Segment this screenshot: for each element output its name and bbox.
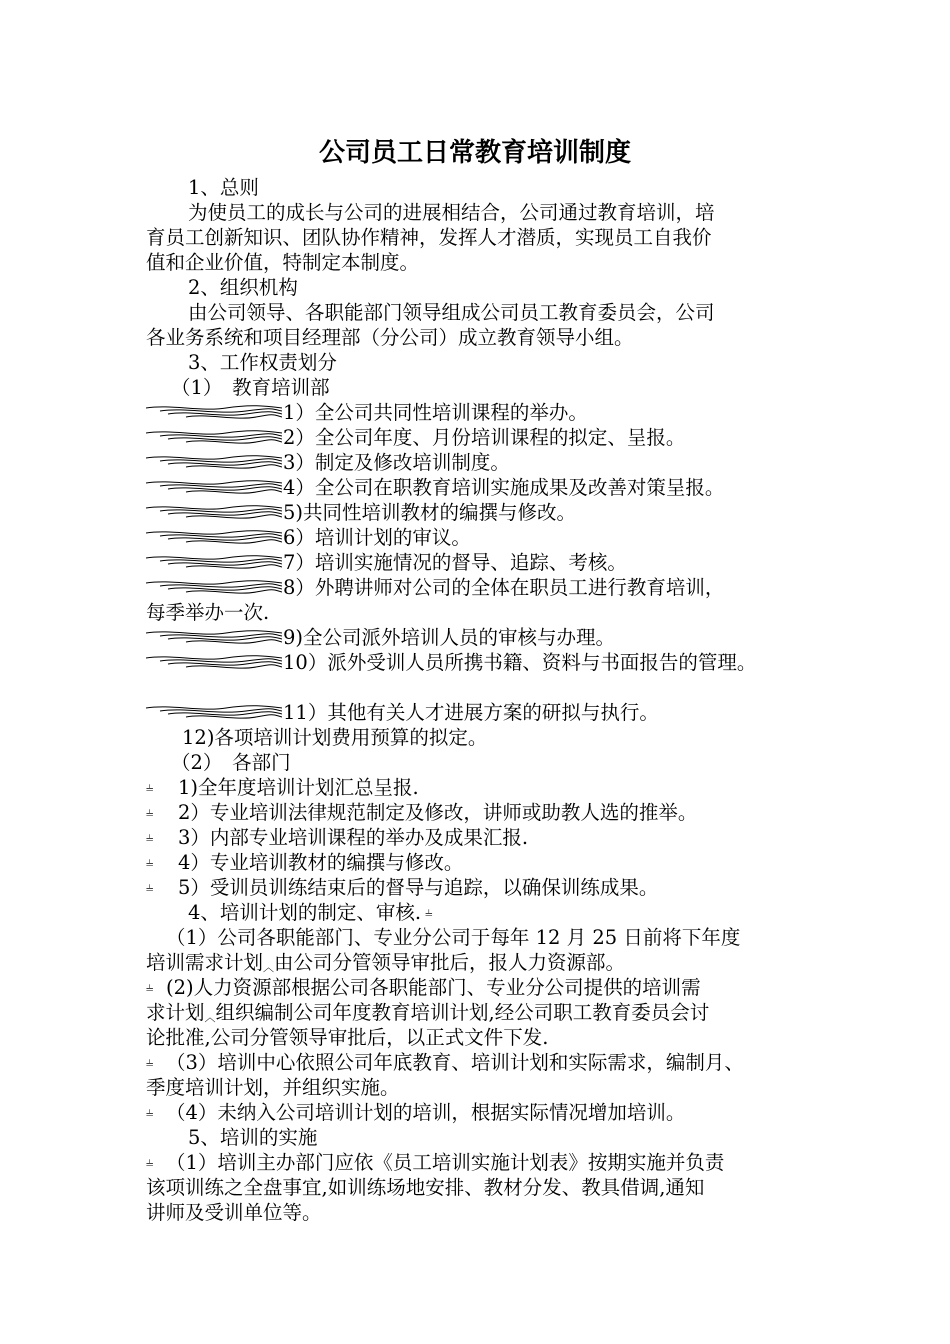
strikethrough-wave-mark <box>146 705 282 719</box>
section-5-heading: 5、培训的实施 <box>188 1126 318 1149</box>
section-4-paragraph-line: (2)人力资源部根据公司各职能部门、专业分公司提供的培训需 <box>166 976 701 999</box>
training-dept-item: 6）培训计划的审议。 <box>283 526 471 549</box>
section-4-paragraph-line: 培训需求计划 <box>146 951 264 974</box>
department-item: 4）专业培训教材的编撰与修改。 <box>178 851 464 874</box>
revision-mark: ⫨ <box>146 1155 154 1170</box>
department-item: 1)全年度培训计划汇总呈报. <box>178 776 419 799</box>
revision-mark: ⫨ <box>425 905 433 920</box>
revision-mark: ⫨ <box>146 780 154 795</box>
section-4-paragraph-line: （1）公司各职能部门、专业分公司于每年 12 月 25 日前将下年度 <box>166 926 741 949</box>
training-dept-item: 2）全公司年度、月份培训课程的拟定、呈报。 <box>283 426 686 449</box>
strikethrough-wave-mark <box>146 630 282 644</box>
section-5-paragraph-line: 讲师及受训单位等。 <box>146 1201 322 1224</box>
department-item: 5）受训员训练结束后的督导与追踪，以确保训练成果。 <box>178 876 659 899</box>
strikethrough-wave-mark <box>146 480 282 494</box>
section-1-heading: 1、总则 <box>188 176 259 199</box>
section-1-paragraph-line: 为使员工的成长与公司的进展相结合，公司通过教育培训，培 <box>188 201 715 224</box>
training-dept-item: 11）其他有关人才进展方案的研拟与执行。 <box>283 701 659 724</box>
document-title: 公司员工日常教育培训制度 <box>318 138 631 168</box>
section-4-paragraph-line: 论批准,公司分管领导审批后，以正式文件下发. <box>146 1026 549 1049</box>
section-2-paragraph-line: 由公司领导、各职能部门领导组成公司员工教育委员会，公司 <box>188 301 715 324</box>
revision-mark: ⫨ <box>146 980 154 995</box>
section-2-paragraph-line: 各业务系统和项目经理部（分公司）成立教育领导小组。 <box>146 326 634 349</box>
revision-mark: ⫨ <box>146 880 154 895</box>
training-dept-item: 5)共同性培训教材的编撰与修改。 <box>283 501 577 524</box>
training-dept-item: 12)各项培训计划费用预算的拟定。 <box>182 726 488 749</box>
section-5-paragraph-line: 该项训练之全盘事宜,如训练场地安排、教材分发、教具借调,通知 <box>146 1176 705 1199</box>
revision-mark: ⫨ <box>146 830 154 845</box>
section-4-paragraph-line: （3）培训中心依照公司年底教育、培训计划和实际需求，编制月、 <box>166 1051 744 1074</box>
strikethrough-wave-mark <box>146 405 282 419</box>
strikethrough-wave-mark <box>146 455 282 469</box>
revision-mark: ⫨ <box>146 1055 154 1070</box>
training-dept-item: 7）培训实施情况的督导、追踪、考核。 <box>283 551 627 574</box>
section-2-heading: 2、组织机构 <box>188 276 298 299</box>
subsection-departments-heading: （2） 各部门 <box>171 751 291 774</box>
subsection-training-dept-heading: （1） 教育培训部 <box>171 376 330 399</box>
strikethrough-wave-mark <box>146 555 282 569</box>
department-item: 2）专业培训法律规范制定及修改，讲师或助教人选的推举。 <box>178 801 698 824</box>
section-4-heading: 4、培训计划的制定、审核. <box>188 901 422 924</box>
caret-mark: ︿ <box>263 961 275 974</box>
training-dept-item: 1）全公司共同性培训课程的举办。 <box>283 401 588 424</box>
department-item: 3）内部专业培训课程的举办及成果汇报. <box>178 826 529 849</box>
revision-mark: ⫨ <box>146 805 154 820</box>
section-4-paragraph-line: 求计划 <box>146 1001 205 1024</box>
training-dept-item: 8）外聘讲师对公司的全体在职员工进行教育培训， <box>283 576 725 599</box>
section-4-paragraph-line: 季度培训计划，并组织实施。 <box>146 1076 400 1099</box>
section-1-paragraph-line: 值和企业价值，特制定本制度。 <box>146 251 420 274</box>
revision-mark: ⫨ <box>146 1105 154 1120</box>
section-5-paragraph-line: （1）培训主办部门应依《员工培训实施计划表》按期实施并负责 <box>166 1151 725 1174</box>
section-3-heading: 3、工作权责划分 <box>188 351 337 374</box>
strikethrough-wave-mark <box>146 655 282 669</box>
strikethrough-wave-mark <box>146 430 282 444</box>
training-dept-item: 9)全公司派外培训人员的审核与办理。 <box>283 626 616 649</box>
strikethrough-wave-mark <box>146 505 282 519</box>
training-dept-item-continuation: 每季举办一次. <box>146 601 270 624</box>
training-dept-item: 3）制定及修改培训制度。 <box>283 451 510 474</box>
section-4-paragraph-line: （4）未纳入公司培训计划的培训，根据实际情况增加培训。 <box>166 1101 686 1124</box>
section-1-paragraph-line: 育员工创新知识、团队协作精神，发挥人才潜质，实现员工自我价 <box>146 226 712 249</box>
section-4-paragraph-line: 组织编制公司年度教育培训计划,经公司职工教育委员会讨 <box>215 1001 710 1024</box>
strikethrough-wave-mark <box>146 580 282 594</box>
training-dept-item: 4）全公司在职教育培训实施成果及改善对策呈报。 <box>283 476 725 499</box>
strikethrough-wave-mark <box>146 530 282 544</box>
section-4-paragraph-line: 由公司分管领导审批后，报人力资源部。 <box>274 951 626 974</box>
training-dept-item: 10）派外受训人员所携书籍、资料与书面报告的管理。 <box>283 651 757 674</box>
caret-mark: ︿ <box>204 1011 216 1024</box>
revision-mark: ⫨ <box>146 855 154 870</box>
